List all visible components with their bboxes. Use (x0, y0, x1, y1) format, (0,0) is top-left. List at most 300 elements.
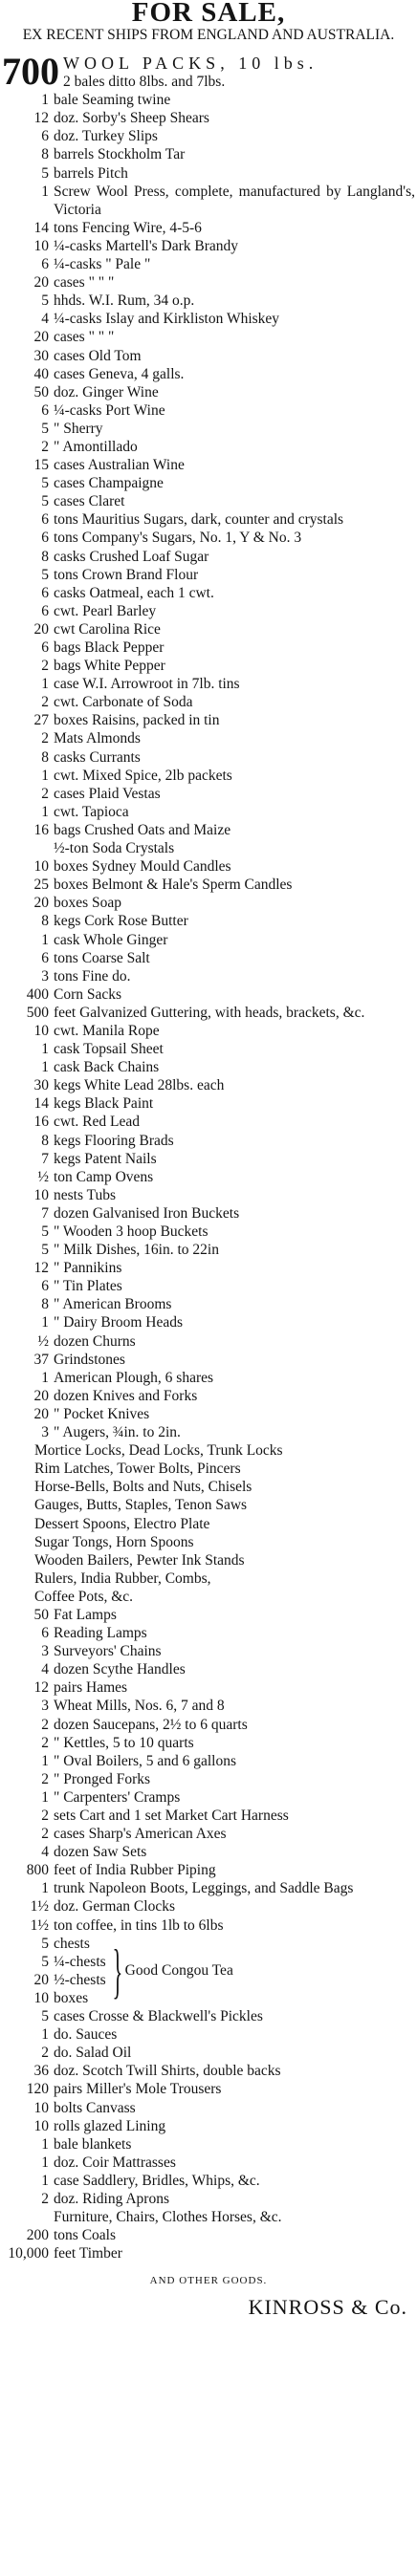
item-quantity: 14 (33, 1095, 49, 1113)
list-item (0, 748, 417, 767)
item-quantity: 2 (41, 658, 49, 675)
ad-title: FOR SALE, (131, 0, 286, 28)
item-description: tons Fencing Wire, 4-5-6 (54, 219, 202, 236)
item-description: " Pocket Knives (54, 1405, 150, 1422)
item-description: ¼-casks Islay and Kirkliston Whiskey (54, 311, 280, 328)
item-quantity: 1 (41, 183, 49, 200)
list-item (0, 2080, 417, 2098)
item-quantity: 1 (41, 767, 49, 784)
list-item (0, 420, 417, 438)
list-item (0, 1423, 417, 1441)
hardware-line: Rim Latches, Tower Bolts, Pincers (34, 1461, 241, 1478)
signoff: KINROSS & Co. (248, 2295, 407, 2320)
item-description: doz. Turkey Slips (54, 128, 158, 145)
list-item (0, 383, 417, 401)
item-quantity: 20 (33, 1971, 49, 1988)
item-description: chests (54, 1935, 90, 1952)
item-description: cases Plaid Vestas (54, 785, 161, 802)
item-description: casks Oatmeal, each 1 cwt. (54, 584, 214, 601)
list-item (0, 1989, 106, 2007)
list-item (0, 675, 417, 693)
item-description: casks Crushed Loaf Sugar (54, 548, 209, 565)
item-description: " Milk Dishes, 16in. to 22in (54, 1242, 219, 1259)
item-quantity: 1 (41, 676, 49, 693)
item-description: cwt. Manila Rope (54, 1022, 160, 1039)
item-quantity: 1 (41, 2135, 49, 2153)
item-quantity: 1 (41, 1880, 49, 1897)
item-description: sets Cart and 1 set Market Cart Harness (54, 1808, 289, 1824)
item-description: bags White Pepper (54, 658, 165, 675)
item-description: pairs Miller's Mole Trousers (54, 2081, 222, 2098)
item-description: kegs Patent Nails (54, 1150, 157, 1167)
item-quantity: 6 (41, 256, 49, 273)
brace-glyph: } (112, 1936, 122, 2004)
item-quantity: 2 (41, 730, 49, 747)
item-quantity: 8 (41, 146, 49, 163)
list-item (0, 2117, 417, 2135)
list-item (0, 1752, 417, 1770)
lead-item (0, 50, 417, 93)
item-description: case W.I. Arrowroot in 7lb. tins (54, 676, 240, 693)
item-quantity: 2 (41, 1734, 49, 1751)
item-quantity: 5 (41, 292, 49, 310)
item-description: Mats Almonds (54, 730, 141, 747)
item-description: " Tin Plates (54, 1278, 122, 1295)
item-quantity: 20 (33, 620, 49, 638)
tea-group (0, 1935, 417, 2007)
item-quantity: 20 (33, 274, 49, 292)
item-quantity: 3 (41, 1643, 49, 1660)
item-description: bags Black Pepper (54, 639, 165, 656)
list-item (0, 785, 417, 803)
item-quantity: 1 (41, 1369, 49, 1386)
item-description: cases Claret (54, 493, 125, 510)
list-item (0, 1734, 417, 1752)
item-quantity: 10 (33, 2099, 49, 2116)
ad-subtitle: EX RECENT SHIPS FROM ENGLAND AND AUSTRALIA. (22, 27, 395, 43)
item-quantity: 1 (41, 803, 49, 820)
list-item (0, 821, 417, 839)
item-quantity: 10 (33, 2117, 49, 2134)
list-item (0, 1405, 417, 1423)
item-description: cask Back Chains (54, 1059, 160, 1076)
item-description: boxes Raisins, packed in tin (54, 712, 220, 729)
list-item (0, 365, 417, 383)
item-description: ton coffee, in tins 1lb to 6lbs (54, 1916, 224, 1934)
list-item (0, 2044, 417, 2062)
item-description: tons Mauritius Sugars, dark, counter and crystals (54, 511, 344, 529)
hardware-block (0, 1441, 417, 1606)
lead-line-1: WOOL PACKS, 10 lbs. (63, 54, 318, 73)
other-goods: AND OTHER GOODS. (149, 2275, 268, 2287)
item-quantity: 4 (41, 311, 49, 328)
list-item (0, 876, 417, 894)
item-quantity: 2 (41, 2190, 49, 2207)
item-description: dozen Saucepans, 2½ to 6 quarts (54, 1716, 248, 1733)
item-quantity: 20 (33, 1387, 49, 1404)
item-quantity: 500 (26, 1004, 49, 1021)
item-quantity: 2 (41, 785, 49, 802)
item-quantity: 16 (33, 821, 49, 838)
item-description: barrels Stockholm Tar (54, 146, 186, 163)
item-description: cases Champaigne (54, 475, 164, 492)
item-description: dozen Galvanised Iron Buckets (54, 1204, 240, 1222)
item-quantity: 20 (33, 1405, 49, 1422)
item-description: " Sherry (54, 420, 103, 437)
item-quantity: 5 (41, 566, 49, 583)
item-quantity: 8 (41, 1296, 49, 1313)
list-item (0, 1879, 417, 1897)
hardware-line: Horse-Bells, Bolts and Nuts, Chisels (34, 1479, 252, 1496)
item-quantity: 2 (41, 1826, 49, 1843)
item-description: barrels Pitch (54, 164, 128, 182)
list-item (0, 91, 417, 109)
item-description: " American Brooms (54, 1296, 172, 1313)
item-quantity: ½ (37, 1168, 49, 1185)
list-item (0, 566, 417, 584)
list-item (0, 510, 417, 529)
list-item (0, 1004, 417, 1022)
item-description: Furniture, Chairs, Clothes Horses, &c. (54, 2209, 282, 2226)
list-item (0, 1223, 417, 1241)
item-description: kegs Flooring Brads (54, 1132, 174, 1149)
item-quantity: 3 (41, 1424, 49, 1441)
item-quantity: 8 (41, 548, 49, 565)
hardware-line: Gauges, Butts, Staples, Tenon Saws (34, 1497, 248, 1514)
item-quantity: 5 (41, 164, 49, 182)
list-item (0, 2135, 417, 2154)
list-item (0, 2190, 417, 2208)
item-quantity: 5 (41, 493, 49, 510)
list-item (0, 1022, 417, 1040)
item-description: hhds. W.I. Rum, 34 o.p. (54, 292, 195, 310)
item-quantity: 50 (33, 1606, 49, 1623)
list-item (0, 693, 417, 711)
item-description: Wheat Mills, Nos. 6, 7 and 8 (54, 1698, 225, 1715)
item-description: cases Geneva, 4 galls. (54, 365, 185, 382)
item-quantity: 12 (33, 1679, 49, 1697)
item-quantity: 4 (41, 1844, 49, 1861)
item-quantity: 3 (41, 967, 49, 985)
item-description: rolls glazed Lining (54, 2117, 166, 2134)
item-quantity: 14 (33, 219, 49, 236)
item-description: ½-ton Soda Crystals (54, 840, 175, 857)
list-item (0, 1113, 417, 1131)
item-description: doz. Scotch Twill Shirts, double backs (54, 2063, 281, 2080)
item-description: Reading Lamps (54, 1625, 147, 1642)
list-item (0, 109, 417, 127)
item-quantity: 5 (41, 2008, 49, 2025)
list-item (0, 2062, 417, 2080)
item-description: doz. Coir Mattrasses (54, 2154, 176, 2171)
item-description: tons Fine do. (54, 967, 131, 985)
item-quantity: 6 (41, 511, 49, 529)
item-quantity: 1 (41, 2154, 49, 2171)
list-item (0, 1897, 417, 1916)
list-item (0, 1843, 417, 1861)
list-item (0, 1825, 417, 1843)
item-description: cases " " " (54, 329, 115, 346)
tea-label: Good Congou Tea (124, 1962, 233, 1980)
item-quantity: 5 (41, 420, 49, 437)
hardware-line: Rulers, India Rubber, Combs, (34, 1569, 211, 1587)
item-description: ¼-chests (54, 1953, 106, 1970)
list-item (0, 1168, 417, 1186)
item-quantity: 6 (41, 128, 49, 145)
list-item (0, 1259, 417, 1277)
item-description: kegs White Lead 28lbs. each (54, 1077, 225, 1094)
item-description: boxes Soap (54, 895, 122, 912)
item-quantity: 10 (33, 1989, 49, 2006)
item-description: doz. Ginger Wine (54, 383, 159, 400)
item-quantity: 6 (41, 602, 49, 619)
item-quantity: 2 (41, 694, 49, 711)
list-item (0, 2208, 417, 2226)
item-quantity: 2 (41, 1808, 49, 1824)
list-item (0, 1606, 417, 1624)
item-quantity: 10,000 (8, 2245, 49, 2262)
list-item (0, 912, 417, 930)
list-item (0, 639, 417, 657)
item-quantity: 5 (41, 1223, 49, 1240)
item-description: " Amontillado (54, 438, 138, 455)
item-quantity: 5 (41, 475, 49, 492)
item-description: feet Timber (54, 2245, 122, 2262)
hardware-line: Dessert Spoons, Electro Plate (34, 1515, 210, 1532)
item-description: cask Topsail Sheet (54, 1041, 164, 1058)
item-quantity: 2 (41, 438, 49, 455)
item-description: cases " " " (54, 274, 115, 292)
list-item (0, 1332, 417, 1351)
list-item (0, 1094, 417, 1113)
list-item (0, 1241, 417, 1259)
item-description: " Pronged Forks (54, 1770, 151, 1787)
item-description: dozen Knives and Forks (54, 1387, 198, 1404)
item-description: dozen Scythe Handles (54, 1661, 186, 1678)
item-quantity: 6 (41, 639, 49, 656)
list-item (0, 767, 417, 785)
list-item (0, 219, 417, 237)
item-quantity: 6 (41, 1625, 49, 1642)
item-description: doz. Riding Aprons (54, 2190, 169, 2207)
item-quantity: 12 (33, 110, 49, 127)
item-quantity: 5 (41, 1242, 49, 1259)
item-quantity: 1 (41, 92, 49, 109)
item-description: cwt. Red Lead (54, 1114, 140, 1131)
list-item (0, 401, 417, 420)
hardware-line: Coffee Pots, &c. (34, 1588, 134, 1605)
item-description: cwt. Tapioca (54, 803, 129, 820)
list-item (0, 2244, 417, 2262)
list-item (0, 328, 417, 346)
list-item (0, 803, 417, 821)
item-description: tons Coals (54, 2227, 117, 2244)
item-quantity: 800 (26, 1862, 49, 1879)
item-quantity: 1 (41, 931, 49, 948)
item-quantity: 25 (33, 877, 49, 894)
item-description: cwt. Mixed Spice, 2lb packets (54, 767, 232, 784)
list-item (0, 584, 417, 602)
item-description: boxes Belmont & Hale's Sperm Candles (54, 877, 293, 894)
list-item (0, 1861, 417, 1879)
item-quantity: 7 (41, 1204, 49, 1222)
item-description: cwt Carolina Rice (54, 620, 161, 638)
list-item (0, 1697, 417, 1715)
item-quantity: 2 (41, 2045, 49, 2062)
list-item (0, 1369, 417, 1387)
item-quantity: 6 (41, 584, 49, 601)
item-list-2 (0, 1606, 417, 1935)
item-quantity: 1 (41, 1041, 49, 1058)
list-item (0, 1186, 417, 1204)
item-description: " Wooden 3 hoop Buckets (54, 1223, 208, 1240)
list-item (0, 2154, 417, 2172)
list-item (0, 1277, 417, 1295)
item-description: pairs Hames (54, 1679, 128, 1697)
item-quantity: 6 (41, 401, 49, 419)
item-description: " Carpenters' Cramps (54, 1788, 181, 1806)
item-description: boxes (54, 1989, 89, 2006)
hardware-line: Wooden Bailers, Pewter Ink Stands (34, 1551, 245, 1569)
item-quantity: 2 (41, 1716, 49, 1733)
list-item (0, 1716, 417, 1734)
list-item (0, 949, 417, 967)
list-item (0, 2226, 417, 2244)
item-quantity: 1 (41, 1752, 49, 1769)
item-description: casks Currants (54, 748, 141, 766)
list-item (0, 1916, 417, 1935)
list-item (0, 1058, 417, 1076)
item-quantity: 37 (33, 1351, 49, 1368)
item-quantity: 7 (41, 1150, 49, 1167)
item-description: do. Sauces (54, 2026, 118, 2044)
list-item (0, 1132, 417, 1150)
item-quantity: 50 (33, 383, 49, 400)
item-description: " Augers, ¾in. to 2in. (54, 1424, 181, 1441)
list-item (0, 183, 417, 219)
item-quantity: 6 (41, 1278, 49, 1295)
item-description: " Pannikins (54, 1260, 122, 1277)
item-quantity: 1½ (30, 1916, 49, 1934)
list-item (0, 1040, 417, 1058)
tea-rows (0, 1935, 106, 2007)
item-quantity: 8 (41, 1132, 49, 1149)
item-quantity: 12 (33, 1260, 49, 1277)
item-quantity: 6 (41, 530, 49, 547)
list-item (0, 474, 417, 492)
list-item (0, 292, 417, 310)
list-item (0, 711, 417, 729)
item-quantity: 5 (41, 1935, 49, 1952)
item-quantity: 40 (33, 365, 49, 382)
item-description: Screw Wool Press, complete, manufactured by Langland's, Victoria (54, 183, 415, 218)
item-description: ¼-casks " Pale " (54, 256, 151, 273)
item-description: boxes Sydney Mould Candles (54, 858, 231, 876)
list-item (0, 237, 417, 255)
hardware-line: Mortice Locks, Dead Locks, Trunk Locks (34, 1442, 283, 1460)
item-quantity: 10 (33, 858, 49, 876)
item-quantity: 27 (33, 712, 49, 729)
item-description: doz. Sorby's Sheep Shears (54, 110, 209, 127)
list-item (0, 127, 417, 145)
list-item (0, 255, 417, 273)
item-description: Fat Lamps (54, 1606, 117, 1623)
item-description: nests Tubs (54, 1186, 117, 1203)
list-item (0, 1807, 417, 1825)
list-item (0, 931, 417, 949)
item-quantity: 1 (41, 1314, 49, 1331)
list-item (0, 1660, 417, 1678)
list-item (0, 729, 417, 747)
item-description: cases Crosse & Blackwell's Pickles (54, 2008, 263, 2025)
list-item (0, 967, 417, 985)
item-description: doz. German Clocks (54, 1898, 175, 1916)
list-item (0, 1971, 106, 1989)
list-item (0, 657, 417, 675)
item-description: cask Whole Ginger (54, 931, 168, 948)
item-description: dozen Churns (54, 1332, 136, 1350)
list-item (0, 985, 417, 1004)
item-description: tons Company's Sugars, No. 1, Y & No. 3 (54, 530, 302, 547)
list-item (0, 894, 417, 912)
item-description: kegs Black Paint (54, 1095, 154, 1113)
item-description: bale Seaming twine (54, 92, 171, 109)
item-quantity: 1 (41, 2026, 49, 2044)
item-quantity: 8 (41, 748, 49, 766)
item-description: tons Crown Brand Flour (54, 566, 199, 583)
list-item (0, 164, 417, 183)
item-description: dozen Saw Sets (54, 1844, 147, 1861)
list-item (0, 145, 417, 163)
list-item (0, 839, 417, 857)
item-quantity: 2 (41, 1770, 49, 1787)
item-description: Surveyors' Chains (54, 1643, 162, 1660)
list-item (0, 1953, 106, 1971)
list-item (0, 492, 417, 510)
item-quantity: 400 (26, 985, 49, 1003)
item-description: case Saddlery, Bridles, Whips, &c. (54, 2172, 260, 2189)
list-item (0, 456, 417, 474)
item-description: ton Camp Ovens (54, 1168, 154, 1185)
hardware-line: Sugar Tongs, Horn Spoons (34, 1533, 194, 1550)
item-quantity: 4 (41, 1661, 49, 1678)
list-item (0, 1788, 417, 1807)
list-item (0, 1204, 417, 1223)
item-quantity: 16 (33, 1114, 49, 1131)
lead-quantity: 700 (2, 50, 59, 93)
list-item (0, 2172, 417, 2190)
item-description: trunk Napoleon Boots, Leggings, and Saddle Bags (54, 1880, 354, 1897)
item-description: cwt. Pearl Barley (54, 602, 157, 619)
item-list-3 (0, 2007, 417, 2262)
list-item (0, 1387, 417, 1405)
item-quantity (0, 2208, 54, 2226)
list-item (0, 347, 417, 365)
list-item (0, 1351, 417, 1369)
item-description: ¼-casks Port Wine (54, 401, 165, 419)
item-description: ¼-casks Martell's Dark Brandy (54, 237, 239, 254)
item-description: " Oval Boilers, 5 and 6 gallons (54, 1752, 237, 1769)
item-quantity: 1 (41, 2172, 49, 2189)
item-quantity: 120 (26, 2081, 49, 2098)
item-description: " Kettles, 5 to 10 quarts (54, 1734, 194, 1751)
item-description: cases Australian Wine (54, 457, 185, 474)
list-item (0, 310, 417, 328)
lead-line-2: 2 bales ditto 8lbs. and 7lbs. (63, 74, 226, 91)
item-quantity: 10 (33, 1186, 49, 1203)
list-item (0, 548, 417, 566)
list-item (0, 273, 417, 292)
